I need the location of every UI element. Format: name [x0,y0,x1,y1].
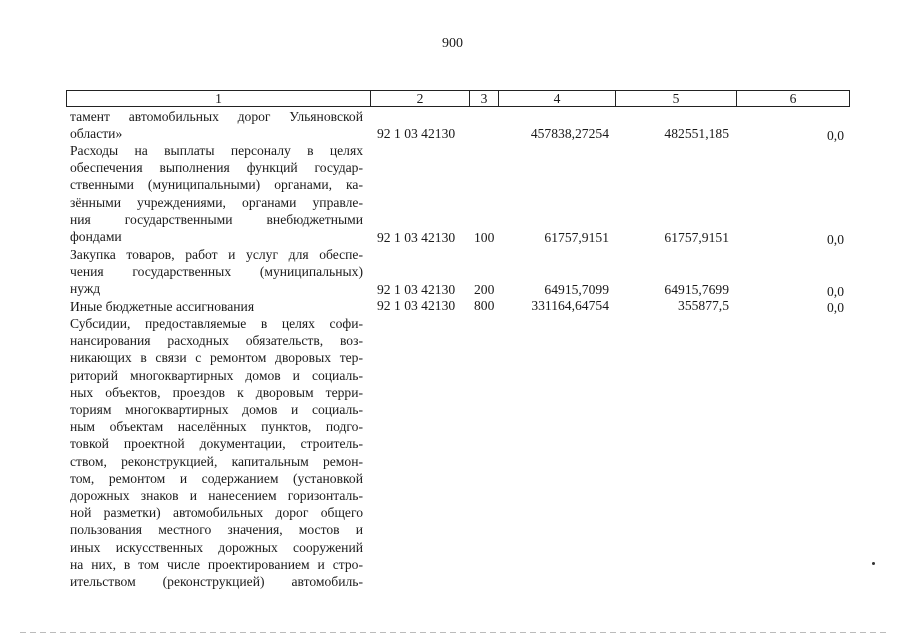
description-line: иных искусственных дорожных сооружений [70,539,363,555]
row-value-col6: 0,0 [827,128,844,143]
description-line: ной разметки) автомобильных дорог общего [70,505,363,521]
description-line: том, ремонтом и содержанием (установкой [70,470,363,486]
description-line: ных объектов, проездов к дворовым терри- [70,384,363,400]
row-value-col4: 457838,27254 [530,126,609,141]
description-line: никающих в связи с ремонтом дворовых тер- [70,350,363,366]
description-line: товкой проектной документации, строитель- [70,436,363,452]
header-col-5: 5 [616,91,737,106]
row-value-col6: 0,0 [827,284,844,299]
description-line: Иные бюджетные ассигнования [70,299,255,314]
description-line: Расходы на выплаты персоналу в целях [70,143,363,158]
description-line: зёнными учреждениями, органами управле- [70,194,363,210]
description-line: Субсидии, предоставляемые в целях софи- [70,316,363,331]
row-value-col4: 61757,9151 [544,230,609,245]
description-line: риторий многоквартирных домов и социаль- [70,367,363,383]
page-number: 900 [442,36,463,51]
row-value-col3: 800 [474,298,495,313]
header-col-1: 1 [67,91,371,106]
header-col-4: 4 [499,91,616,106]
header-col-2: 2 [371,91,470,106]
row-value-col3: 200 [474,282,495,297]
description-line: ством, реконструкцией, капитальным ремон- [70,453,363,469]
description-line: ным объектам населённых пунктов, подго- [70,419,363,435]
description-line: ственными (муниципальными) органами, ка- [70,177,363,193]
description-line: пользования местного значения, мостов и [70,522,363,538]
description-line: тамент автомобильных дорог Ульяновской [70,109,363,124]
row-value-col4: 331164,64754 [531,298,609,313]
row-description [70,315,363,590]
description-line: ториям многоквартирных домов и социаль- [70,402,363,418]
row-value-col5: 61757,9151 [664,230,729,245]
row-value-col5: 482551,185 [664,126,729,141]
description-line: ительством (реконструкцией) автомобиль- [70,574,363,590]
scan-speck [872,562,875,565]
description-line: области» [70,126,123,142]
description-line: ния государственными внебюджетными [70,211,363,227]
row-description [70,108,363,142]
row-value-col5: 355877,5 [678,298,729,313]
row-code: 92 1 03 42130 [377,230,456,245]
row-value-col6: 0,0 [827,232,844,247]
row-value-col4: 64915,7099 [544,282,609,297]
description-line: на них, в том числе проектированием и стро- [70,556,363,572]
row-description [70,142,363,245]
row-value-col6: 0,0 [827,300,844,315]
description-line: обеспечения выполнения функций государ- [70,160,363,176]
scan-artifact-line [20,632,890,633]
description-line: чения государственных (муниципальных) [70,264,363,280]
row-code: 92 1 03 42130 [377,298,456,313]
header-col-3: 3 [470,91,499,106]
row-description [70,298,363,315]
description-line: фондами [70,229,122,245]
table-header-row [66,90,850,107]
row-description [70,246,363,298]
row-value-col5: 64915,7699 [664,282,729,297]
description-line: нансирования расходных обязательств, воз- [70,333,363,349]
row-code: 92 1 03 42130 [377,282,456,297]
row-code: 92 1 03 42130 [377,126,456,141]
description-line: дорожных знаков и нанесением горизонталь- [70,488,363,504]
description-line: Закупка товаров, работ и услуг для обеспе- [70,247,363,262]
description-line: нужд [70,281,101,297]
header-col-6: 6 [789,91,797,106]
row-value-col3: 100 [474,230,495,245]
